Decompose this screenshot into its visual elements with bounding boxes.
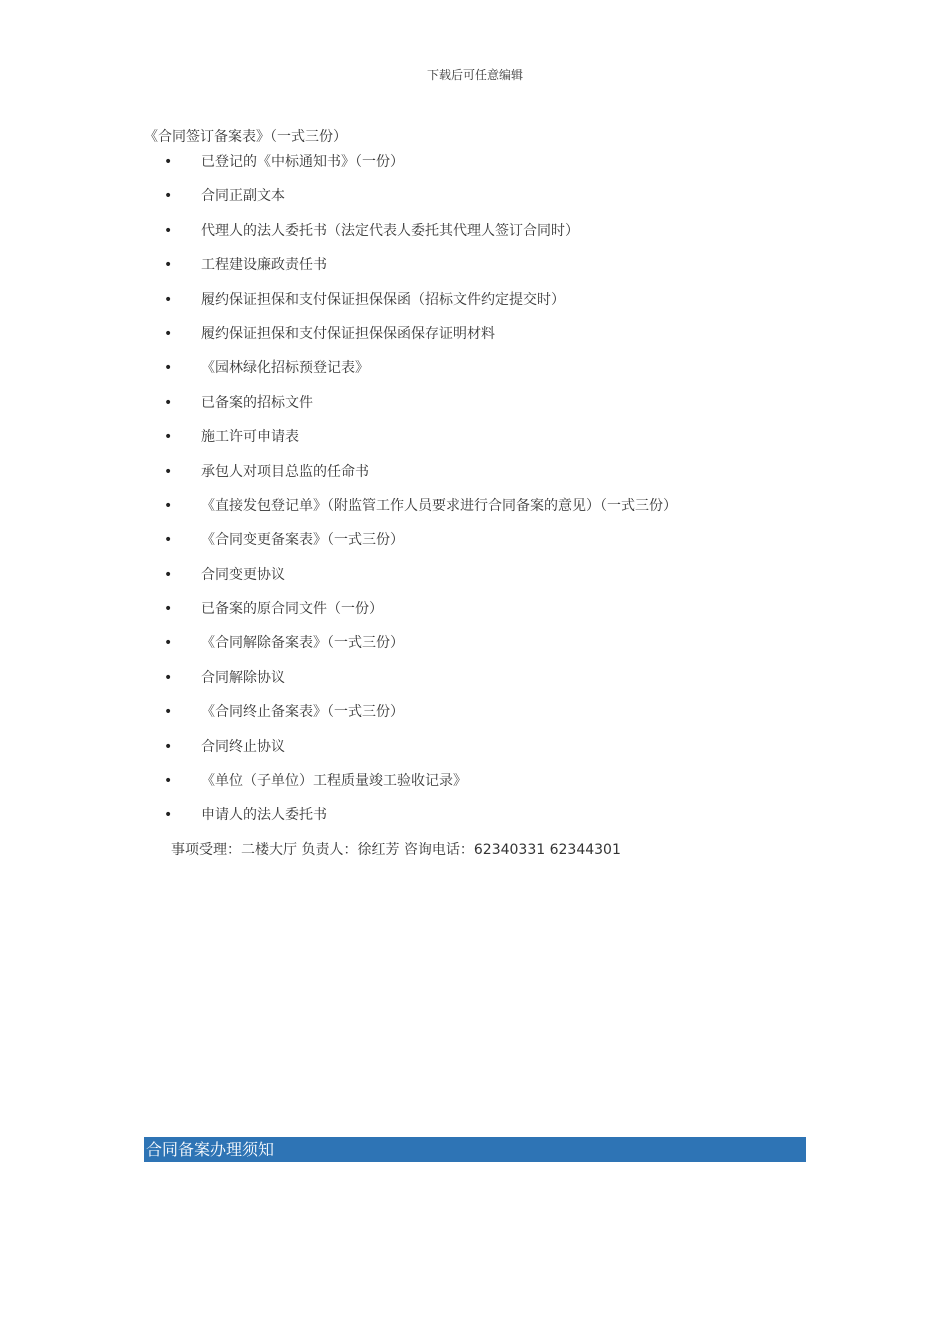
list-item-text: 已备案的招标文件 bbox=[201, 394, 313, 411]
contact-info: 事项受理：二楼大厅 负责人：徐红芳 咨询电话：62340331 62344301 bbox=[171, 842, 621, 858]
bullet-icon: • bbox=[164, 566, 173, 583]
list-item-text: 已登记的《中标通知书》（一份） bbox=[201, 154, 404, 170]
bullet-icon: • bbox=[164, 154, 173, 170]
bullet-icon: • bbox=[164, 463, 173, 480]
list-item-text: 《单位（子单位）工程质量竣工验收记录》 bbox=[201, 773, 467, 790]
list-item-text: 申请人的法人委托书 bbox=[201, 807, 327, 824]
list-item-text: 《合同变更备案表》（一式三份） bbox=[201, 532, 404, 549]
bullet-icon: • bbox=[164, 773, 173, 790]
list-item-text: 承包人对项目总监的任命书 bbox=[201, 463, 369, 480]
bullet-icon: • bbox=[164, 360, 173, 377]
bullet-icon: • bbox=[164, 601, 173, 618]
list-item-text: 履约保证担保和支付保证担保保函（招标文件约定提交时） bbox=[201, 291, 565, 308]
section-heading-bar bbox=[144, 1137, 806, 1162]
list-item-text: 合同终止协议 bbox=[201, 738, 285, 755]
bullet-icon: • bbox=[164, 394, 173, 411]
bullet-icon: • bbox=[164, 532, 173, 549]
bullet-icon: • bbox=[164, 188, 173, 205]
bullet-icon: • bbox=[164, 807, 173, 824]
bullet-icon: • bbox=[164, 222, 173, 239]
bullet-icon: • bbox=[164, 738, 173, 755]
list-item-text: 《直接发包登记单》（附监管工作人员要求进行合同备案的意见）（一式三份） bbox=[201, 497, 677, 514]
list-item-text: 《合同终止备案表》（一式三份） bbox=[201, 704, 404, 721]
section-title: 合同备案办理须知 bbox=[146, 1140, 275, 1159]
bullet-icon: • bbox=[164, 635, 173, 652]
list-item-text: 合同变更协议 bbox=[201, 566, 285, 583]
bullet-icon: • bbox=[164, 325, 173, 342]
list-item-text: 施工许可申请表 bbox=[201, 429, 299, 446]
bullet-icon: • bbox=[164, 669, 173, 686]
bullet-icon: • bbox=[164, 497, 173, 514]
page-header: 下载后可任意编辑 bbox=[426, 68, 523, 82]
list-item-text: 合同解除协议 bbox=[201, 669, 285, 686]
bullet-icon: • bbox=[164, 291, 173, 308]
list-item-text: 履约保证担保和支付保证担保保函保存证明材料 bbox=[201, 325, 495, 342]
intro-line: 《合同签订备案表》（一式三份） bbox=[144, 129, 347, 145]
list-item-text: 合同正副文本 bbox=[201, 188, 285, 205]
bullet-icon: • bbox=[164, 704, 173, 721]
list-item-text: 《园林绿化招标预登记表》 bbox=[201, 360, 369, 377]
list-item-text: 已备案的原合同文件（一份） bbox=[201, 601, 383, 618]
list-item-text: 代理人的法人委托书（法定代表人委托其代理人签订合同时） bbox=[201, 222, 579, 239]
list-item-text: 《合同解除备案表》（一式三份） bbox=[201, 635, 404, 652]
bullet-icon: • bbox=[164, 429, 173, 446]
list-item-text: 工程建设廉政责任书 bbox=[201, 257, 327, 274]
bullet-icon: • bbox=[164, 257, 173, 274]
